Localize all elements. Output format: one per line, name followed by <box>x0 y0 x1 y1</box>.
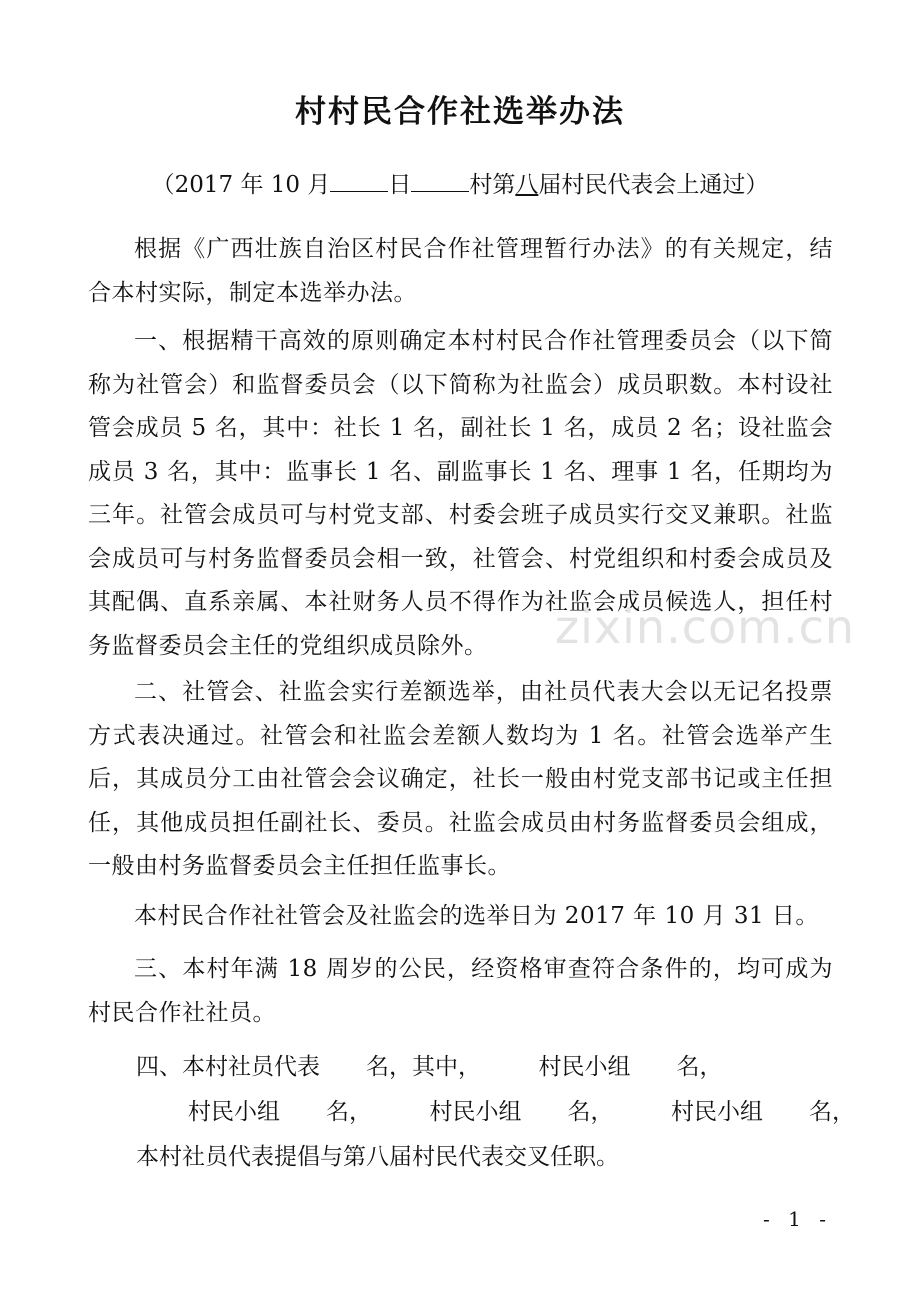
article-4-line-2: 村民小组 名， 村民小组 名， 村民小组 名， <box>188 1099 855 1125</box>
blank-day <box>330 167 388 192</box>
document-title: 村村民合作社选举办法 <box>295 94 625 130</box>
subtitle-suffix: 届村民代表会上通过） <box>538 172 769 198</box>
article-4-line-3: 本村社员代表提倡与第八届村民代表交叉任职。 <box>136 1144 619 1170</box>
subtitle-village-label: 村第 <box>469 172 516 198</box>
blank-village <box>411 167 469 192</box>
watermark: zixin.com.cn <box>555 600 856 654</box>
paragraph-article-1: 一、根据精干高效的原则确定本村村民合作社管理委员会（以下简称为社管会）和监督委员会（以下简称为社监会）成员职数。本村设社管会成员 5 名，其中：社长 1 名，副社长 1 名，成员 2 名；设社监会成员 3 名，其中：监事长 1 名、副监事长 1 名、理事 1 名，任期均为三年。社管会成员可与村党支部、村委会班子成员实行交叉兼职。社监会成员可与村务监督委员会相一致，社管会、村党组织和村委会成员及其配偶、直系亲属、本社财务人员不得作为社监会成员候选人，担任村务监督委员会主任的党组织成员除外。 <box>88 328 833 659</box>
document-subtitle <box>0 166 920 204</box>
paragraph-intro: 根据《广西壮族自治区村民合作社管理暂行办法》的有关规定，结合本村实际，制定本选举办法。 <box>88 236 833 306</box>
page-number: - 1 - <box>763 1207 832 1231</box>
subtitle-date-prefix: （2017 年 10 月 <box>151 172 331 198</box>
paragraph-election-date: 本村民合作社社管会及社监会的选举日为 2017 年 10 月 31 日。 <box>134 903 819 929</box>
article-4-line-1: 四、本村社员代表 名，其中， 村民小组 名， <box>136 1054 723 1080</box>
paragraph-article-3: 三、本村年满 18 周岁的公民，经资格审查符合条件的，均可成为村民合作社社员。 <box>88 956 833 1026</box>
subtitle-session-number: 八 <box>515 172 539 198</box>
paragraph-article-2: 二、社管会、社监会实行差额选举，由社员代表大会以无记名投票方式表决通过。社管会和社监会差额人数均为 1 名。社管会选举产生后，其成员分工由社管会会议确定，社长一般由村党支部书记或主任担任，其他成员担任副社长、委员。社监会成员由村务监督委员会组成，一般由村务监督委员会主任担任监事长。 <box>88 679 833 879</box>
subtitle-day-label: 日 <box>388 172 412 198</box>
